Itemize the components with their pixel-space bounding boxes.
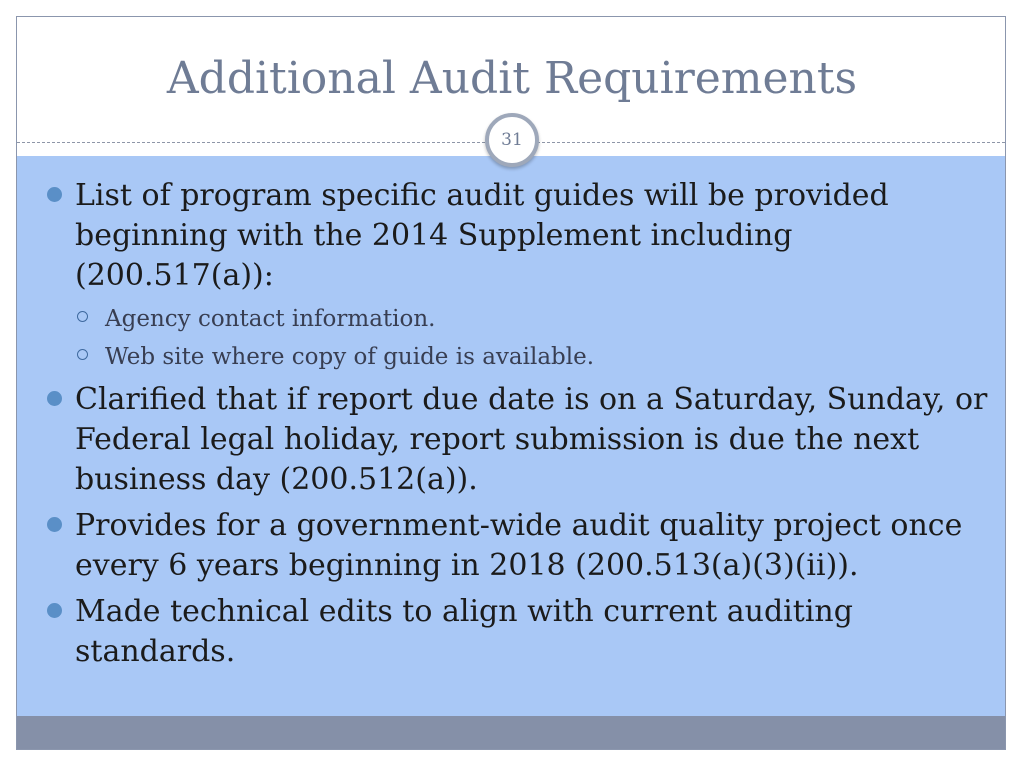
footer-bar bbox=[17, 716, 1005, 749]
slide-number-badge: 31 bbox=[485, 113, 539, 167]
bullet-dot-icon bbox=[47, 391, 62, 406]
bullet-item bbox=[44, 506, 994, 586]
bullet-text: Provides for a government-wide audit quality project once every 6 years beginning in 2018 (200.513(a)(3)(ii)). bbox=[75, 508, 963, 583]
bullet-text: List of program specific audit guides will be provided beginning with the 2014 Supplement including (200.517(a)): bbox=[75, 178, 889, 293]
slide-title: Additional Audit Requirements bbox=[166, 53, 858, 104]
sub-bullet-item bbox=[44, 302, 994, 336]
bullet-item bbox=[44, 380, 994, 500]
sub-bullet-list bbox=[44, 302, 994, 374]
bullet-dot-icon bbox=[47, 603, 62, 618]
sub-bullet-ring-icon bbox=[77, 311, 88, 322]
sub-bullet-text: Agency contact information. bbox=[105, 306, 436, 332]
sub-bullet-ring-icon bbox=[77, 349, 88, 360]
sub-bullet-item bbox=[44, 340, 994, 374]
bullet-list bbox=[44, 176, 994, 678]
bullet-dot-icon bbox=[47, 187, 62, 202]
bullet-text: Clarified that if report due date is on a Saturday, Sunday, or Federal legal holiday, report submission is due the next business day (200.512(a)). bbox=[75, 382, 988, 497]
bullet-item bbox=[44, 592, 994, 672]
bullet-text: Made technical edits to align with current auditing standards. bbox=[75, 594, 853, 669]
bullet-dot-icon bbox=[47, 517, 62, 532]
bullet-item bbox=[44, 176, 994, 296]
sub-bullet-text: Web site where copy of guide is available. bbox=[105, 344, 595, 370]
